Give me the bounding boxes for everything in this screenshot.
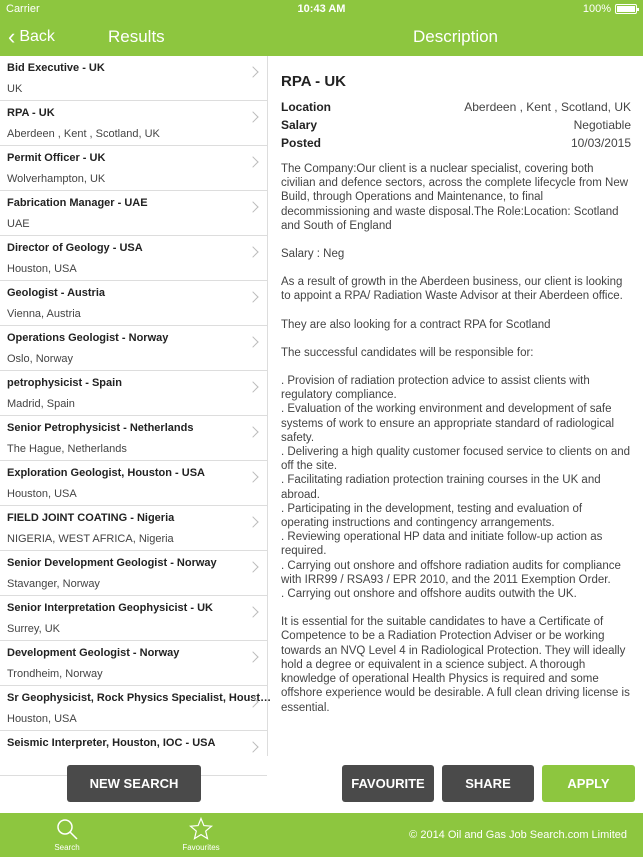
result-title: Seismic Interpreter, Houston, IOC - USA	[7, 737, 216, 749]
location-value: Aberdeen , Kent , Scotland, UK	[464, 100, 631, 114]
tab-bar	[0, 813, 643, 857]
job-description[interactable]	[281, 56, 631, 756]
description-paragraph: . Provision of radiation protection advice to assist clients with regulatory compliance. . Evaluation of the working environment and development of safe systems of work to ensure an appropriate standard of radiological safety. . Delivering a high quality customer focused service to clients on and off the site. . Facilitating radiation protection training courses in the UK and abroad. . Participating in the development, testing and evaluation of operating instructions and contingency arrangements. . Reviewing operational HP data and initiate follow-up action as required. . Carrying out onshore and offshore radiation audits for compliance with IRR99 / RSA93 / EPR 2010, and the 2011 Exemption Order. . Carrying out onshore and offshore audits outwith the UK.	[281, 375, 631, 601]
chevron-right-icon	[247, 111, 258, 122]
status-bar	[0, 0, 643, 18]
posted-label: Posted	[281, 136, 322, 150]
chevron-right-icon	[247, 246, 258, 257]
result-item[interactable]	[0, 461, 267, 506]
result-item[interactable]	[0, 236, 267, 281]
result-item[interactable]	[0, 371, 267, 416]
apply-button[interactable]: APPLY	[542, 765, 635, 802]
nav-bar	[0, 18, 643, 56]
result-item[interactable]	[0, 101, 267, 146]
tab-search-label: Search	[54, 843, 80, 852]
battery-percent: 100%	[582, 3, 611, 15]
result-location: UK	[7, 83, 23, 95]
posted-row	[281, 134, 631, 152]
salary-value: Negotiable	[573, 118, 631, 132]
result-title: Senior Development Geologist - Norway	[7, 557, 217, 569]
result-title: RPA - UK	[7, 107, 55, 119]
results-list[interactable]	[0, 56, 272, 756]
copyright-text: © 2014 Oil and Gas Job Search.com Limited	[409, 829, 627, 841]
results-title: Results	[108, 27, 165, 46]
star-icon	[189, 817, 213, 841]
result-location: Stavanger, Norway	[7, 578, 100, 590]
result-title: Exploration Geologist, Houston - USA	[7, 467, 205, 479]
result-title: FIELD JOINT COATING - Nigeria	[7, 512, 175, 524]
back-button[interactable]	[8, 18, 55, 56]
chevron-right-icon	[247, 336, 258, 347]
result-title: Senior Petrophysicist - Netherlands	[7, 422, 194, 434]
result-title: Geologist - Austria	[7, 287, 105, 299]
result-title: Permit Officer - UK	[7, 152, 106, 164]
result-item[interactable]	[0, 281, 267, 326]
status-time: 10:43 AM	[297, 3, 346, 15]
tab-favourites-label: Favourites	[182, 843, 220, 852]
battery-icon	[615, 4, 637, 14]
share-button[interactable]: SHARE	[442, 765, 534, 802]
salary-row	[281, 116, 631, 134]
chevron-right-icon	[247, 426, 258, 437]
result-item[interactable]	[0, 686, 272, 731]
chevron-right-icon	[247, 156, 258, 167]
result-item[interactable]	[0, 506, 267, 551]
result-location: Wolverhampton, UK	[7, 173, 106, 185]
result-title: Operations Geologist - Norway	[7, 332, 169, 344]
result-location: Houston, USA	[7, 263, 77, 275]
result-location: Madrid, Spain	[7, 398, 75, 410]
result-title: Director of Geology - USA	[7, 242, 143, 254]
result-location: Surrey, UK	[7, 623, 60, 635]
result-item[interactable]	[0, 641, 267, 686]
job-title: RPA - UK	[281, 73, 346, 90]
chevron-left-icon: ‹	[8, 24, 16, 49]
favourite-button[interactable]: FAVOURITE	[342, 765, 434, 802]
result-title: Development Geologist - Norway	[7, 647, 180, 659]
result-title: Fabrication Manager - UAE	[7, 197, 148, 209]
result-title: Sr Geophysicist, Rock Physics Specialist, Houst…	[7, 692, 272, 704]
result-item[interactable]	[0, 56, 267, 101]
result-location: Houston, USA	[7, 488, 77, 500]
posted-value: 10/03/2015	[570, 136, 631, 150]
chevron-right-icon	[247, 201, 258, 212]
result-item[interactable]	[0, 146, 267, 191]
tab-search[interactable]	[37, 813, 97, 857]
location-row	[281, 98, 631, 116]
chevron-right-icon	[247, 516, 258, 527]
description-paragraph: It is essential for the suitable candidates to have a Certificate of Competence to be a Radiation Protection Adviser or be working towards an NVQ Level 4 in Radiological Protection. They will ideally hold a degree or equivalent in a science subject. A thorough knowledge of operational Health Physics is required and some offshore experience would be desirable. A full clean driving license is essential.	[281, 616, 630, 714]
description-text	[281, 162, 631, 715]
carrier-label: Carrier	[6, 3, 40, 15]
search-icon	[55, 817, 79, 841]
tab-favourites[interactable]	[171, 813, 231, 857]
job-meta	[281, 98, 631, 152]
description-paragraph: As a result of growth in the Aberdeen business, our client is looking to appoint a RPA/ Radiation Waste Advisor at their Aberdeen office.	[281, 276, 623, 303]
chevron-right-icon	[247, 291, 258, 302]
result-location: Vienna, Austria	[7, 308, 81, 320]
result-item[interactable]	[0, 416, 267, 461]
chevron-right-icon	[247, 381, 258, 392]
description-paragraph: The successful candidates will be responsible for:	[281, 346, 534, 359]
result-item[interactable]	[0, 191, 267, 236]
result-location: Aberdeen , Kent , Scotland, UK	[7, 128, 160, 140]
chevron-right-icon	[247, 741, 258, 752]
result-title: petrophysicist - Spain	[7, 377, 122, 389]
result-title: Bid Executive - UK	[7, 62, 105, 74]
chevron-right-icon	[247, 651, 258, 662]
result-location: Oslo, Norway	[7, 353, 74, 365]
salary-label: Salary	[281, 118, 318, 132]
result-item[interactable]	[0, 551, 267, 596]
location-label: Location	[281, 100, 331, 114]
description-paragraph: They are also looking for a contract RPA for Scotland	[281, 318, 551, 331]
new-search-button[interactable]: NEW SEARCH	[67, 765, 201, 802]
result-location: UAE	[7, 218, 30, 230]
back-label: Back	[19, 28, 55, 45]
description-paragraph: Salary : Neg	[281, 248, 345, 261]
result-location: NIGERIA, WEST AFRICA, Nigeria	[7, 533, 174, 545]
result-location: Houston, USA	[7, 713, 77, 725]
chevron-right-icon	[247, 561, 258, 572]
description-title: Description	[412, 27, 499, 46]
result-item[interactable]	[0, 596, 267, 641]
chevron-right-icon	[247, 66, 258, 77]
result-item[interactable]	[0, 326, 267, 371]
battery-indicator	[583, 3, 637, 15]
description-paragraph: The Company:Our client is a nuclear specialist, covering both civilian and defence sectors, across the complete lifecycle from New Build, through Operations and Maintenance, to final decommissioning and waste disposal.The Role:Location: Scotland and South of England	[281, 163, 629, 232]
result-location: Trondheim, Norway	[7, 668, 103, 680]
result-title: Senior Interpretation Geophysicist - UK	[7, 602, 213, 614]
result-location: The Hague, Netherlands	[7, 443, 127, 455]
chevron-right-icon	[247, 606, 258, 617]
chevron-right-icon	[247, 471, 258, 482]
